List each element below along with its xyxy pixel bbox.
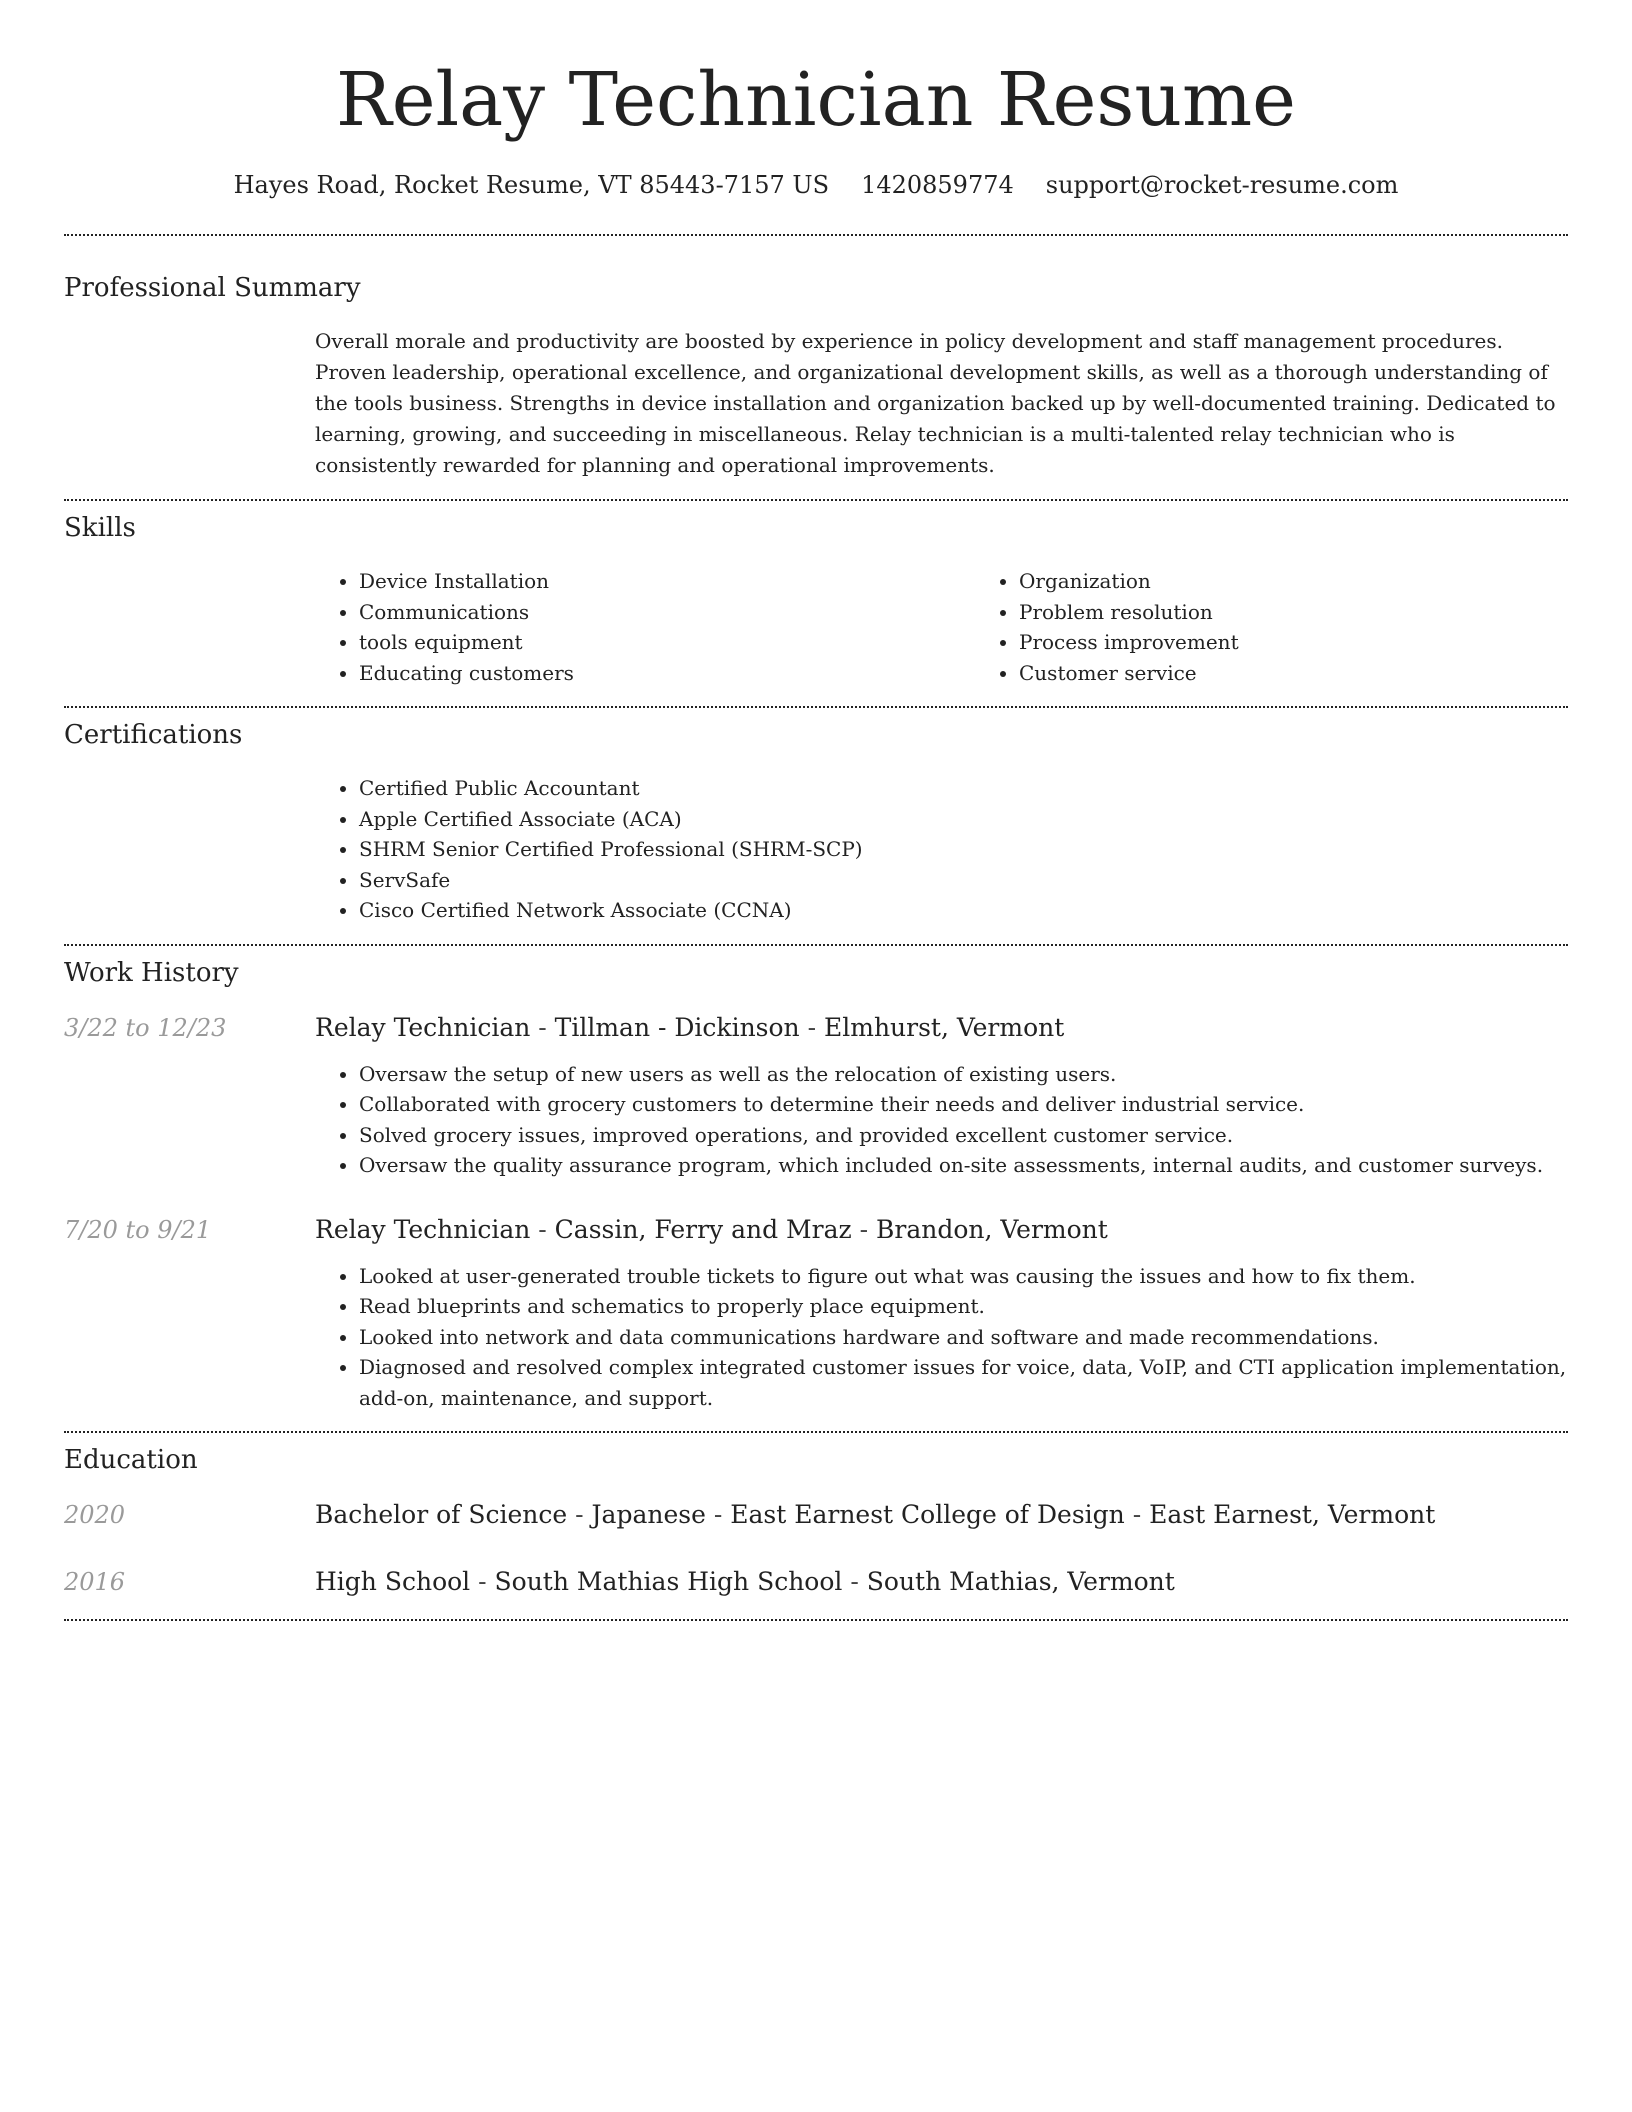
certifications-list [315,773,1568,926]
job-bullet: • Collaborated with grocery customers to determine their needs and deliver industrial service. [359,1089,1568,1120]
education-degree: Bachelor of Science [315,1500,568,1529]
skill-item: • tools equipment [359,627,975,658]
job-company: Tillman - Dickinson [554,1012,800,1042]
section-title-education: Education [64,1445,198,1475]
skill-item: • Customer service [1019,658,1632,689]
job-bullet: • Looked at user-generated trouble tickets to figure out what was causing the issues and how to fix them. [359,1261,1568,1292]
education-degree: High School [315,1567,471,1596]
skill-item: • Communications [359,597,975,628]
job-entry [64,1215,1568,1245]
skills-list-left [315,566,975,688]
education-field: Japanese [591,1500,706,1529]
contact-line [64,170,1568,200]
certification-item: • ServSafe [359,865,1568,896]
education-section [64,1433,1568,1597]
education-entry [64,1500,1568,1530]
certification-item: • Apple Certified Associate (ACA) [359,804,1568,835]
education-year: 2016 [64,1568,126,1596]
divider [64,1619,1568,1621]
section-title-summary: Professional Summary [64,273,361,303]
summary-text: Overall morale and productivity are boosted by experience in policy development and staff management procedures. Proven leadership, operational excellence, and organizational development skills, as well as a thorough understanding of the tools business. Strengths in device installation and organization backed up by well-documented training. Dedicated to learning, growing, and succeeding in miscellaneous. Relay technician is a multi-talented relay technician who is consistently rewarded for planning and operational improvements. [315,329,1556,477]
work-history-section [64,946,1568,1414]
job-bullet: • Oversaw the quality assurance program, which included on-site assessments, internal audits, and customer surveys. [359,1150,1568,1181]
job-bullet: • Oversaw the setup of new users as well as the relocation of existing users. [359,1059,1568,1090]
job-company: Cassin, Ferry and Mraz [554,1214,852,1244]
job-dates: 3/22 to 12/23 [64,1013,227,1042]
job-bullet: • Read blueprints and schematics to properly place equipment. [359,1291,1568,1322]
job-bullet: • Diagnosed and resolved complex integrated customer issues for voice, data, VoIP, and CTI application implementation, add-on, maintenance, and support. [359,1352,1568,1413]
skill-item: • Educating customers [359,658,975,689]
skills-section [64,501,1568,688]
job-bullets [315,1261,1568,1414]
job-bullet: • Solved grocery issues, improved operations, and provided excellent customer service. [359,1120,1568,1151]
job-title: Relay Technician - Tillman - Dickinson - Elmhurst, Vermont [315,1012,1065,1042]
section-title-skills: Skills [64,513,136,543]
education-year: 2020 [64,1501,126,1529]
section-title-work-history: Work History [64,957,239,988]
job-bullets [315,1059,1568,1181]
education-school: East Earnest College of Design [730,1500,1125,1529]
summary-section [64,236,1568,481]
skill-item: • Organization [1019,566,1632,597]
job-role: Relay Technician [315,1214,531,1244]
education-title: High School - South Mathias High School - South Mathias, Vermont [315,1567,1175,1596]
skill-item: • Device Installation [359,566,975,597]
skill-item: • Process improvement [1019,627,1632,658]
skills-list-right [975,566,1632,688]
contact-address: Hayes Road, Rocket Resume, VT 85443-7157 US [233,171,830,199]
job-location: Elmhurst, Vermont [824,1012,1065,1042]
job-bullet: • Looked into network and data communications hardware and software and made recommendations. [359,1322,1568,1353]
education-title: Bachelor of Science - Japanese - East Earnest College of Design - East Earnest, Vermont [315,1500,1436,1529]
education-location: South Mathias, Vermont [866,1567,1175,1596]
resume-title: Relay Technician Resume [336,57,1296,143]
certification-item: • Cisco Certified Network Associate (CCNA) [359,895,1568,926]
education-entry [64,1567,1568,1597]
contact-phone: 1420859774 [861,171,1014,199]
job-entry [64,1013,1568,1043]
education-school: South Mathias High School [494,1567,843,1596]
education-location: East Earnest, Vermont [1149,1500,1436,1529]
section-title-certifications: Certifications [64,720,243,750]
job-title: Relay Technician - Cassin, Ferry and Mraz - Brandon, Vermont [315,1214,1108,1244]
job-location: Brandon, Vermont [876,1214,1108,1244]
job-role: Relay Technician [315,1012,531,1042]
contact-email: support@rocket-resume.com [1045,171,1399,199]
certifications-section [64,708,1568,926]
skill-item: • Problem resolution [1019,597,1632,628]
job-dates: 7/20 to 9/21 [64,1215,212,1244]
certification-item: • Certified Public Accountant [359,773,1568,804]
certification-item: • SHRM Senior Certified Professional (SHRM-SCP) [359,834,1568,865]
